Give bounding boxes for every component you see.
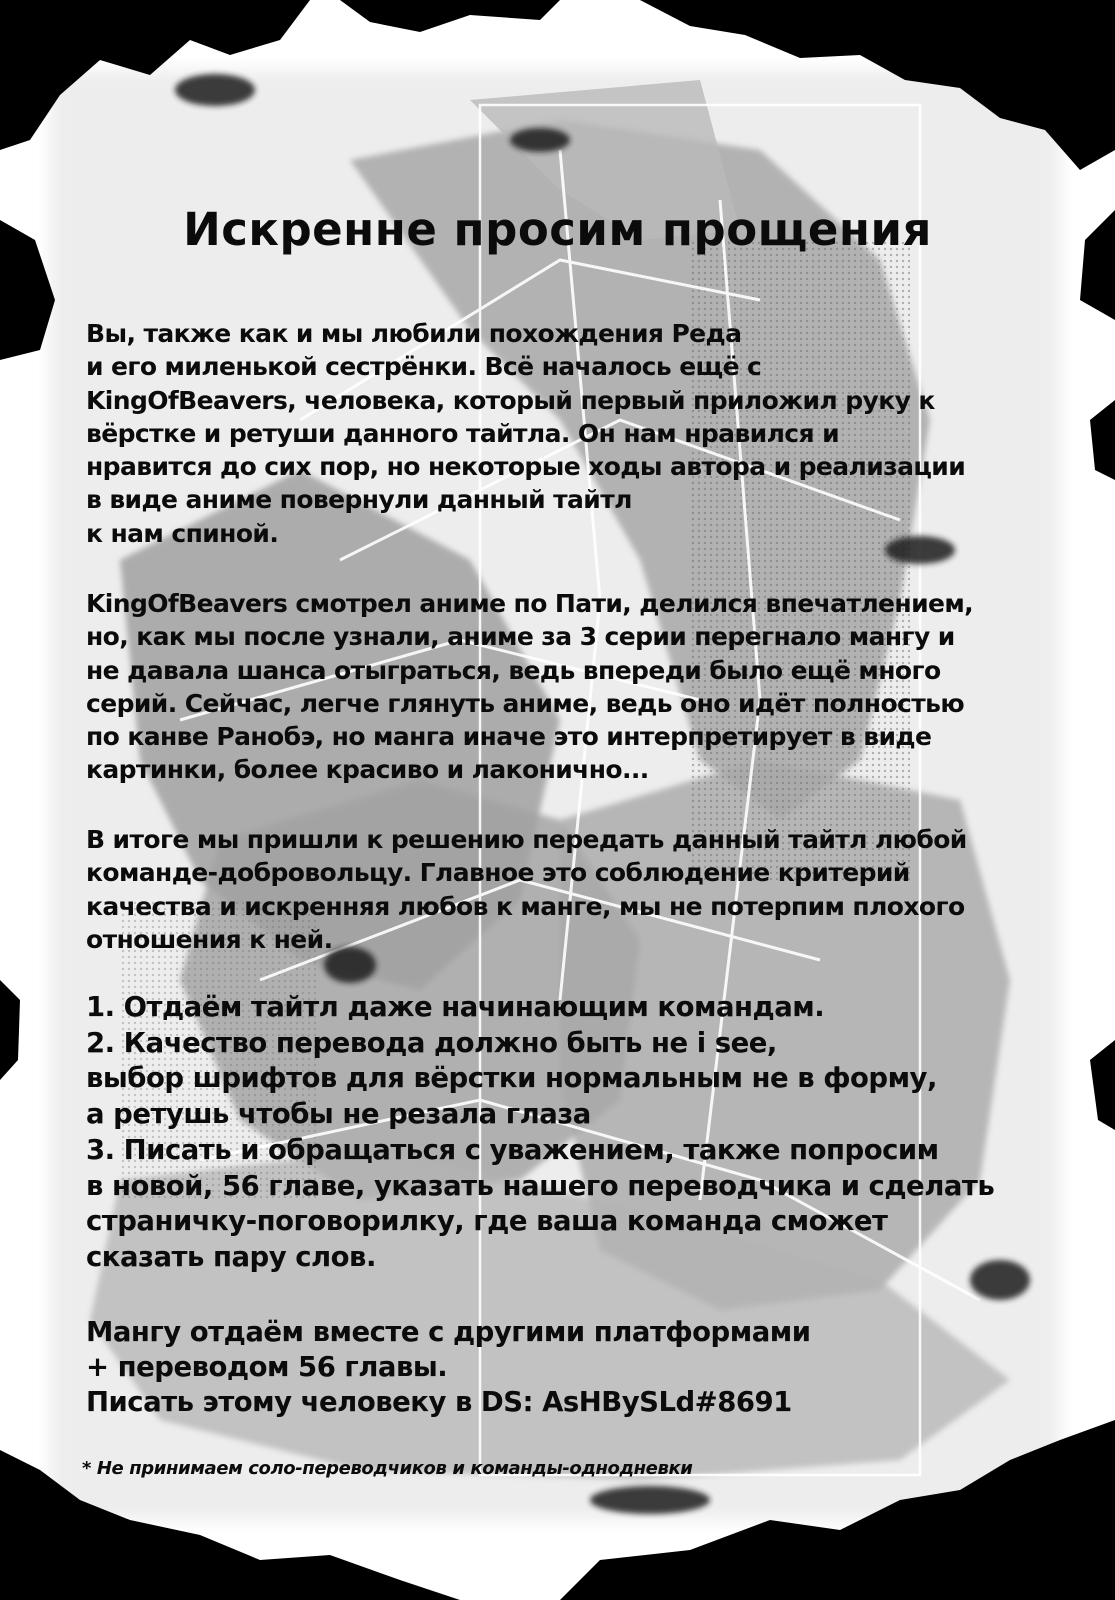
contact-block: [86, 1315, 811, 1421]
paragraph-anime: [86, 587, 973, 787]
footnote: * Не принимаем соло-переводчиков и команды-однодневки: [82, 1458, 693, 1479]
paragraph-line: не давала шанса отыграться, ведь впереди было ещё много: [86, 655, 941, 685]
rule-line: сказать пару слов.: [86, 1240, 376, 1273]
paragraph-line: нравится до сих пор, но некоторые ходы автора и реализации: [86, 452, 966, 482]
paragraph-line: но, как мы после узнали, аниме за 3 серии перегнало мангу и: [86, 622, 955, 652]
paragraph-line: в виде аниме повернули данный тайтл: [86, 485, 632, 515]
paragraph-line: к нам спиной.: [86, 518, 279, 548]
paragraph-line: и его миленькой сестрёнки. Всё началось ещё с: [86, 352, 762, 382]
paragraph-line: В итоге мы пришли к решению передать данный тайтл любой: [86, 825, 967, 854]
page-title: Искренне просим прощения: [183, 203, 932, 256]
paragraph-line: по канве Ранобэ, но манга иначе это интерпретирует в виде: [86, 722, 932, 752]
rule-line: а ретушь чтобы не резала глаза: [86, 1098, 591, 1131]
paragraph-line: команде-добровольцу. Главное это соблюдение критерий: [86, 858, 910, 888]
rule-line: в новой, 56 главе, указать нашего переводчика и сделать: [86, 1169, 995, 1202]
rule-line: 1. Отдаём тайтл даже начинающим командам.: [86, 991, 825, 1023]
paragraph-line: отношения к ней.: [86, 924, 333, 954]
rules-list: [86, 990, 994, 1276]
contact-line: + переводом 56 главы.: [86, 1351, 448, 1384]
paragraph-line: серий. Сейчас, легче глянуть аниме, ведь оно идёт полностью: [86, 688, 965, 718]
paragraph-line: картинки, более красиво и лаконично...: [86, 755, 649, 785]
rule-line: 3. Писать и обращаться с уважением, также попросим: [86, 1133, 939, 1166]
rule-line: 2. Качество перевода должно быть не i see,: [86, 1026, 777, 1059]
paragraph-line: KingOfBeavers, человека, который первый приложил руку к: [86, 385, 935, 415]
rule-line: страничку-поговорилку, где ваша команда сможет: [86, 1205, 888, 1238]
contact-line: Мангу отдаём вместе с другими платформами: [86, 1316, 811, 1348]
paragraph-line: KingOfBeavers смотрел аниме по Пати, делился впечатлением,: [86, 589, 974, 618]
rule-line: выбор шрифтов для вёрстки нормальным не в форму,: [86, 1062, 937, 1095]
paragraph-line: Вы, также как и мы любили похождения Реда: [86, 319, 742, 348]
contact-line: Писать этому человеку в DS: AsHBySLd#8691: [86, 1386, 792, 1419]
paragraph-line: качества и искренняя любов к манге, мы не потерпим плохого: [86, 891, 965, 921]
paragraph-decision: [86, 823, 967, 956]
paragraph-line: вёрстке и ретуши данного тайтла. Он нам нравился и: [86, 418, 839, 448]
paragraph-intro: [86, 317, 965, 550]
